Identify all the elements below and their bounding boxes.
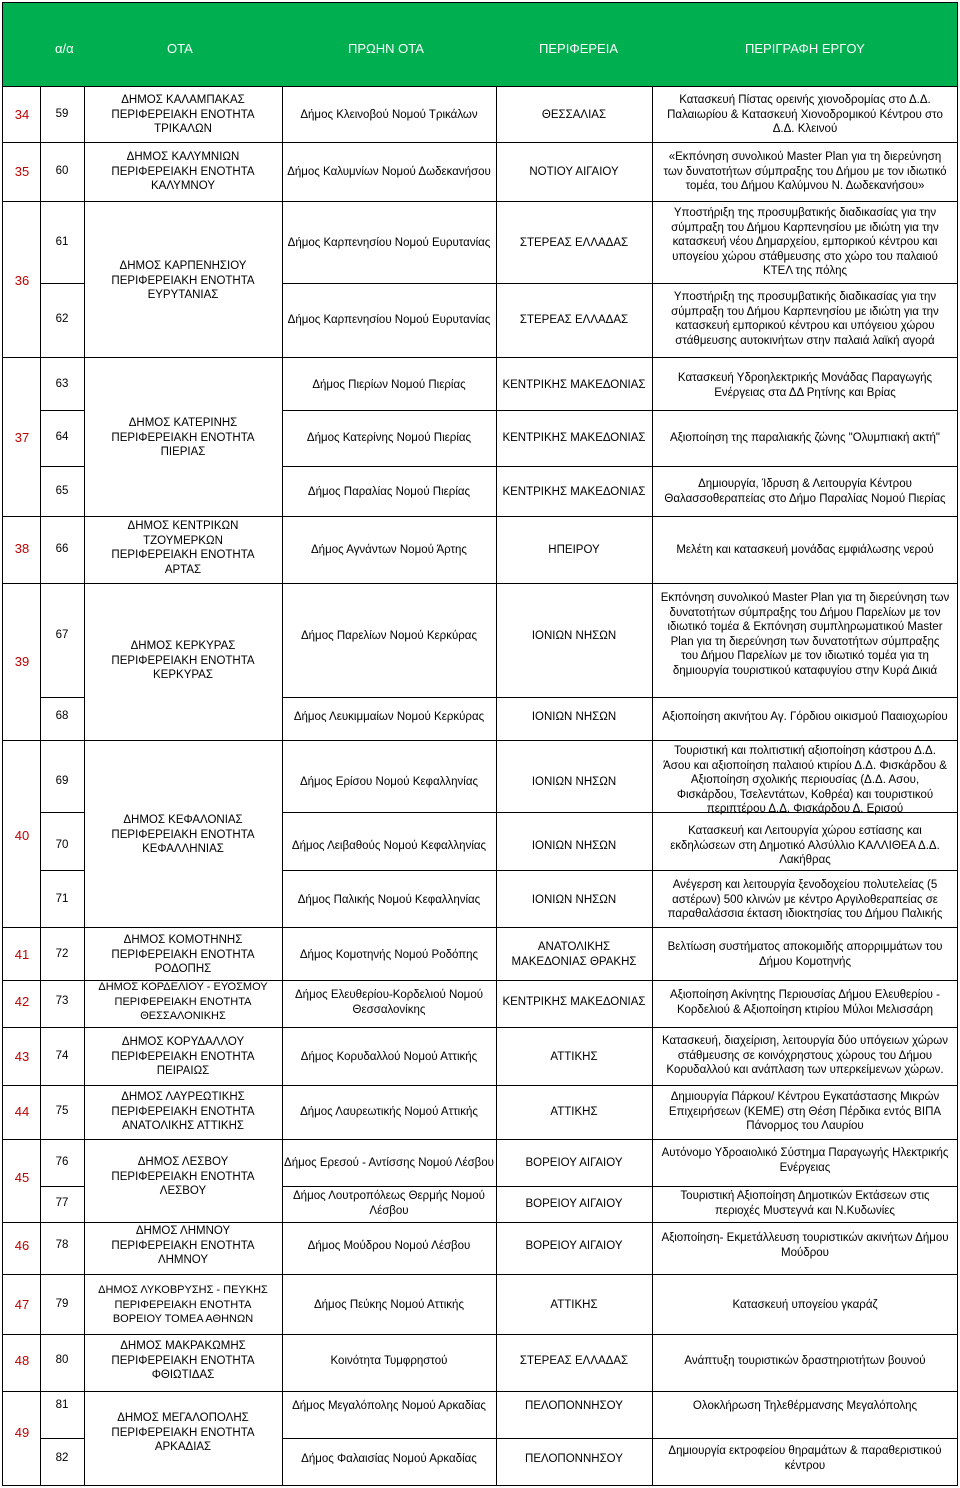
- project-description: Αυτόνομο Υδροαιολικό Σύστημα Παραγωγής Ηλεκτρικής Ενέργειας: [661, 1147, 949, 1174]
- region: ΑΤΤΙΚΗΣ: [550, 1051, 598, 1063]
- project-description: Υποστήριξη της προσυμβατικής διαδικασίας για την σύμπραξη του Δήμου Καρπενησίου με ιδιώτη για την κατασκευή εμπορικού κέντρου και υπόγειου χώρου στάθμευσης αυτοκινήτων στην παλαιά λαϊκή αγορά: [671, 291, 939, 347]
- project-description: Δημιουργία, Ίδρυση & Λειτουργία Κέντρου Θαλασσοθεραπείας στο Δήμο Παραλίας Νομού Πιερίας: [664, 478, 946, 505]
- project-code: 77: [55, 1197, 69, 1209]
- ota-name: ΔΗΜΟΣ ΚΑΛΑΜΠΑΚΑΣ ΠΕΡΙΦΕΡΕΙΑΚΗ ΕΝΟΤΗΤΑ ΤΡΙΚΑΛΩΝ: [111, 94, 255, 135]
- project-description: Αξιοποίηση Ακίνητης Περιουσίας Δήμου Ελευθερίου - Κορδελιού & Αξιοποίηση κτιρίου Μύλοι Μελισσάρη: [670, 989, 940, 1016]
- project-code: 60: [55, 165, 69, 177]
- former-ota: Δήμος Ερεσού - Αντίσσης Νομού Λέσβου: [284, 1157, 494, 1169]
- former-ota: Δήμος Λειβαθούς Νομού Κεφαλληνίας: [291, 840, 487, 852]
- ota-name: ΔΗΜΟΣ ΛΕΣΒΟΥ ΠΕΡΙΦΕΡΕΙΑΚΗ ΕΝΟΤΗΤΑ ΛΕΣΒΟΥ: [111, 1156, 255, 1197]
- project-description: Αξιοποίηση της παραλιακής ζώνης "Ολυμπιακή ακτή": [669, 432, 940, 444]
- row-number: 47: [14, 1297, 30, 1312]
- former-ota: Δήμος Πιερίων Νομού Πιερίας: [312, 379, 466, 391]
- row-number: 48: [14, 1353, 30, 1368]
- header-perigrafi: ΠΕΡΙΓΡΑΦΗ ΕΡΓΟΥ: [745, 41, 865, 56]
- row-divider: [2, 142, 958, 143]
- row-number: 45: [14, 1170, 30, 1185]
- project-description: Κατασκευή, διαχείριση, λειτουργία δύο υπόγειων χώρων στάθμευσης σε κοινόχρηστους χώρους του Δήμου Κορυδαλλού και ανάπλαση των υπερκείμενων χώρων.: [662, 1035, 948, 1076]
- ota-name: ΔΗΜΟΣ ΚΟΡΔΕΛΙΟΥ - ΕΥΟΣΜΟΥ ΠΕΡΙΦΕΡΕΙΑΚΗ ΕΝΟΤΗΤΑ ΘΕΣΣΑΛΟΝΙΚΗΣ: [98, 981, 268, 1022]
- former-ota: Δήμος Κατερίνης Νομού Πιερίας: [306, 432, 472, 444]
- row-divider: [40, 697, 84, 698]
- row-number: 37: [14, 430, 30, 445]
- former-ota: Δήμος Αγνάντων Νομού Άρτης: [311, 544, 467, 556]
- row-divider: [2, 1027, 958, 1028]
- former-ota: Δήμος Ερίσου Νομού Κεφαλληνίας: [299, 776, 479, 788]
- project-description: Τουριστική Αξιοποίηση Δημοτικών Εκτάσεων στις περιοχές Μυστεγνά και Ν.Κυδωνίες: [680, 1190, 930, 1217]
- project-description: Δημιουργία εκτροφείου θηραμάτων & παραθεριστικού κέντρου: [668, 1445, 942, 1472]
- former-ota: Δήμος Ελευθερίου-Κορδελιού Νομού Θεσσαλονίκης: [295, 989, 483, 1016]
- region: ΒΟΡΕΙΟΥ ΑΙΓΑΙΟΥ: [525, 1157, 623, 1169]
- row-number: 36: [14, 273, 30, 288]
- row-number: 39: [14, 654, 30, 669]
- project-code: 74: [55, 1050, 69, 1062]
- former-ota: Δήμος Μεγαλόπολης Νομού Αρκαδίας: [292, 1400, 486, 1412]
- project-code: 79: [55, 1298, 69, 1310]
- table-header: [2, 2, 958, 87]
- row-number: 40: [14, 828, 30, 843]
- row-divider: [40, 283, 84, 284]
- project-description: «Εκπόνηση συνολικού Master Plan για τη διερεύνηση των δυνατοτήτων σύμπραξης του Δήμου με τον ιδιωτικό τομέα, του Δήμου Καλύμνου Ν. Δωδεκανήσου»: [663, 151, 947, 192]
- project-description: Ανάπτυξη τουριστικών δραστηριοτήτων βουνού: [684, 1355, 926, 1367]
- former-ota: Δήμος Μούδρου Νομού Λέσβου: [307, 1240, 471, 1252]
- ota-name: ΔΗΜΟΣ ΚΕΝΤΡΙΚΩΝ ΤΖΟΥΜΕΡΚΩΝ ΠΕΡΙΦΕΡΕΙΑΚΗ ΕΝΟΤΗΤΑ ΑΡΤΑΣ: [111, 520, 255, 576]
- row-number: 46: [14, 1238, 30, 1253]
- project-description: Μελέτη και κατασκευή μονάδας εμφιάλωσης νερού: [676, 544, 934, 556]
- project-description: Κατασκευή και Λειτουργία χώρου εστίασης και εκδηλώσεων στη Δημοτικό Αλσύλλιο ΚΑΛΛΙΘΕΑ Δ.Δ. Λακήθρας: [670, 825, 940, 866]
- project-code: 64: [55, 431, 69, 443]
- region: ΣΤΕΡΕΑΣ ΕΛΛΑΔΑΣ: [519, 314, 629, 326]
- row-number: 38: [14, 541, 30, 556]
- project-description: Κατασκευή Πίστας ορεινής χιονοδρομίας στο Δ.Δ. Παλαιωρίου & Κατασκευή Χιονοδρομικού Κέντρου στο Δ.Δ. Κλεινού: [667, 94, 943, 135]
- region: ΙΟΝΙΩΝ ΝΗΣΩΝ: [531, 776, 617, 788]
- former-ota: Δήμος Κορυδαλλού Νομού Αττικής: [300, 1051, 478, 1063]
- row-number: 49: [14, 1425, 30, 1440]
- row-divider: [282, 1186, 958, 1187]
- project-code: 78: [55, 1239, 69, 1251]
- former-ota: Δήμος Καρπενησίου Νομού Ευρυτανίας: [287, 314, 491, 326]
- row-divider: [2, 1391, 958, 1392]
- row-divider: [40, 1186, 84, 1187]
- project-description: Αξιοποίηση ακινήτου Αγ. Γόρδιου οικισμού Πααιοχωρίου: [662, 711, 948, 723]
- project-code: 75: [55, 1105, 69, 1117]
- region: ΣΤΕΡΕΑΣ ΕΛΛΑΔΑΣ: [519, 237, 629, 249]
- row-number: 35: [14, 164, 30, 179]
- region: ΗΠΕΙΡΟΥ: [548, 544, 600, 556]
- header-ota: ΟΤΑ: [167, 41, 193, 56]
- region: ΙΟΝΙΩΝ ΝΗΣΩΝ: [531, 711, 617, 723]
- former-ota: Δήμος Παραλίας Νομού Πιερίας: [307, 486, 471, 498]
- row-divider: [282, 466, 958, 467]
- former-ota: Δήμος Παρελίων Νομού Κερκύρας: [300, 630, 477, 642]
- project-description: Βελτίωση συστήματος αποκομιδής απορριμμάτων του Δήμου Κομοτηνής: [667, 941, 943, 968]
- ota-name: ΔΗΜΟΣ ΚΟΡΥΔΑΛΛΟΥ ΠΕΡΙΦΕΡΕΙΑΚΗ ΕΝΟΤΗΤΑ ΠΕΙΡΑΙΩΣ: [111, 1036, 255, 1077]
- row-number: 41: [14, 947, 30, 962]
- header-perifereia: ΠΕΡΙΦΕΡΕΙΑ: [539, 41, 619, 56]
- header-proin-ota: ΠΡΩΗΝ ΟΤΑ: [348, 41, 424, 56]
- project-description: Ανέγερση και λειτουργία ξενοδοχείου πολυτελείας (5 αστέρων) 500 κλινών με κέντρο Αργιλοθεραπείας σε παραθαλάσσια έκταση ιδιοκτησίας του Δήμου Παλικής: [667, 879, 943, 920]
- ota-name: ΔΗΜΟΣ ΚΑΡΠΕΝΗΣΙΟΥ ΠΕΡΙΦΕΡΕΙΑΚΗ ΕΝΟΤΗΤΑ ΕΥΡΥΤΑΝΙΑΣ: [111, 260, 255, 301]
- row-number: 44: [14, 1104, 30, 1119]
- project-description: Κατασκευή Υδροηλεκτρικής Μονάδας Παραγωγής Ενέργειας στα ΔΔ Ρητίνης και Βρίας: [677, 372, 933, 399]
- project-code: 69: [55, 775, 69, 787]
- row-divider: [2, 516, 958, 517]
- project-code: 67: [55, 629, 69, 641]
- region: ΙΟΝΙΩΝ ΝΗΣΩΝ: [531, 894, 617, 906]
- project-code: 62: [55, 313, 69, 325]
- row-divider: [282, 283, 958, 284]
- row-number: 43: [14, 1049, 30, 1064]
- project-code: 61: [55, 236, 69, 248]
- region: ΣΤΕΡΕΑΣ ΕΛΛΑΔΑΣ: [519, 1355, 629, 1367]
- project-code: 73: [55, 995, 69, 1007]
- row-divider: [40, 466, 84, 467]
- region: ΙΟΝΙΩΝ ΝΗΣΩΝ: [531, 630, 617, 642]
- ota-name: ΔΗΜΟΣ ΚΑΛΥΜΝΙΩΝ ΠΕΡΙΦΕΡΕΙΑΚΗ ΕΝΟΤΗΤΑ ΚΑΛΥΜΝΟΥ: [111, 151, 255, 192]
- project-description: Δημιουργία Πάρκου/ Κέντρου Εγκατάστασης Μικρών Επιχειρήσεων (ΚΕΜΕ) στη Θέση Πέρδικα εντός ΒΙΠΑ Πάνορμος του Λαυρίου: [668, 1091, 942, 1132]
- row-divider: [40, 812, 84, 813]
- region: ΙΟΝΙΩΝ ΝΗΣΩΝ: [531, 840, 617, 852]
- project-code: 81: [55, 1399, 69, 1411]
- row-divider: [2, 927, 958, 928]
- row-divider: [2, 740, 958, 741]
- project-code: 66: [55, 543, 69, 555]
- row-divider: [2, 1139, 958, 1140]
- project-code: 71: [55, 893, 69, 905]
- region: ΝΟΤΙΟΥ ΑΙΓΑΙΟΥ: [529, 166, 619, 178]
- former-ota: Δήμος Πεύκης Νομού Αττικής: [313, 1299, 464, 1311]
- ota-name: ΔΗΜΟΣ ΜΕΓΑΛΟΠΟΛΗΣ ΠΕΡΙΦΕΡΕΙΑΚΗ ΕΝΟΤΗΤΑ ΑΡΚΑΔΙΑΣ: [111, 1412, 255, 1453]
- row-divider: [40, 410, 84, 411]
- former-ota: Δήμος Παλικής Νομού Κεφαλληνίας: [297, 894, 481, 906]
- region: ΚΕΝΤΡΙΚΗΣ ΜΑΚΕΔΟΝΙΑΣ: [502, 432, 646, 444]
- project-description: Υποστήριξη της προσυμβατικής διαδικασίας για την σύμπραξη του Δήμου Καρπενησίου με ιδιώτη για την κατασκευή νέου Δημαρχείου, εμπορικού κέντρου και υπογείου χώρου στάθμευσης στο χώρο του παλαιού ΚΤΕΛ της πόλης: [671, 207, 939, 277]
- region: ΠΕΛΟΠΟΝΝΗΣΟΥ: [525, 1453, 623, 1465]
- ota-name: ΔΗΜΟΣ ΜΑΚΡΑΚΩΜΗΣ ΠΕΡΙΦΕΡΕΙΑΚΗ ΕΝΟΤΗΤΑ ΦΘΙΩΤΙΔΑΣ: [111, 1340, 255, 1381]
- row-divider: [2, 1222, 958, 1223]
- former-ota: Δήμος Κλεινοβού Νομού Τρικάλων: [300, 109, 478, 121]
- row-divider: [282, 1438, 958, 1439]
- project-code: 72: [55, 948, 69, 960]
- row-divider: [40, 1438, 84, 1439]
- former-ota: Δήμος Καρπενησίου Νομού Ευρυτανίας: [287, 237, 491, 249]
- ota-name: ΔΗΜΟΣ ΛΑΥΡΕΩΤΙΚΗΣ ΠΕΡΙΦΕΡΕΙΑΚΗ ΕΝΟΤΗΤΑ ΑΝΑΤΟΛΙΚΗΣ ΑΤΤΙΚΗΣ: [111, 1091, 255, 1132]
- row-divider: [2, 583, 958, 584]
- project-code: 82: [55, 1452, 69, 1464]
- ota-name: ΔΗΜΟΣ ΛΗΜΝΟΥ ΠΕΡΙΦΕΡΕΙΑΚΗ ΕΝΟΤΗΤΑ ΛΗΜΝΟΥ: [111, 1225, 255, 1266]
- project-description: Αξιοποίηση- Εκμετάλλευση τουριστικών ακινήτων Δήμου Μούδρου: [661, 1232, 949, 1259]
- project-description: Τουριστική και πολιτιστική αξιοποίηση κάστρου Δ.Δ. Άσου και αξιοποίηση παλαιού κτιρίου Δ.Δ. Φισκάρδου & Αξιοποίηση σχολικής περιουσίας (Δ.Δ. Ασου, Φισκάρδου, Τσελεντάτων, Κοθρέα) και τουριστικού περιπτέρου Δ.Δ. Φισκάρδου Δ. Ερισού: [663, 745, 947, 815]
- row-number: 34: [14, 107, 30, 122]
- row-divider: [40, 870, 84, 871]
- row-divider: [2, 357, 958, 358]
- former-ota: Δήμος Φαλαισίας Νομού Αρκαδίας: [301, 1453, 477, 1465]
- project-code: 59: [55, 108, 69, 120]
- row-number: 42: [14, 994, 30, 1009]
- project-description: Κατασκευή υπογείου γκαράζ: [732, 1299, 878, 1311]
- region: ΑΤΤΙΚΗΣ: [550, 1299, 598, 1311]
- project-code: 63: [55, 378, 69, 390]
- row-divider: [2, 1274, 958, 1275]
- region: ΚΕΝΤΡΙΚΗΣ ΜΑΚΕΔΟΝΙΑΣ: [502, 486, 646, 498]
- project-code: 70: [55, 839, 69, 851]
- region: ΑΤΤΙΚΗΣ: [550, 1106, 598, 1118]
- row-divider: [282, 697, 958, 698]
- header-aa: α/α: [55, 41, 74, 56]
- row-divider: [282, 870, 958, 871]
- region: ΑΝΑΤΟΛΙΚΗΣ ΜΑΚΕΔΟΝΙΑΣ ΘΡΑΚΗΣ: [511, 941, 637, 968]
- former-ota: Δήμος Λευκιμμαίων Νομού Κερκύρας: [293, 711, 485, 723]
- region: ΠΕΛΟΠΟΝΝΗΣΟΥ: [525, 1400, 623, 1412]
- former-ota: Δήμος Λαυρεωτικής Νομού Αττικής: [300, 1106, 478, 1118]
- region: ΚΕΝΤΡΙΚΗΣ ΜΑΚΕΔΟΝΙΑΣ: [502, 996, 646, 1008]
- former-ota: Δήμος Λουτροπόλεως Θερμής Νομού Λέσβου: [293, 1190, 485, 1217]
- project-description: Εκπόνηση συνολικού Master Plan για τη διερεύνηση των δυνατοτήτων σύμπραξης του Δήμου Παρελίων με τον ιδιωτικό τομέα & Εκπόνηση συμπληρωματικού Master Plan για τη διερεύνηση των δυνατοτήτων σύμπραξης του Δήμου Παρελίων με τον ιδιωτικό τομέα για τη δημιουργία τουριστικού καταφυγίου στην Κυρά Δικιά: [660, 592, 950, 677]
- project-description: Ολοκλήρωση Τηλεθέρμανσης Μεγαλόπολης: [692, 1400, 918, 1412]
- project-code: 80: [55, 1354, 69, 1366]
- row-divider: [2, 201, 958, 202]
- region: ΚΕΝΤΡΙΚΗΣ ΜΑΚΕΔΟΝΙΑΣ: [502, 379, 646, 391]
- row-divider: [2, 1085, 958, 1086]
- ota-name: ΔΗΜΟΣ ΚΑΤΕΡΙΝΗΣ ΠΕΡΙΦΕΡΕΙΑΚΗ ΕΝΟΤΗΤΑ ΠΙΕΡΙΑΣ: [111, 417, 255, 458]
- former-ota: Δήμος Καλυμνίων Νομού Δωδεκανήσου: [287, 166, 491, 178]
- ota-name: ΔΗΜΟΣ ΚΕΦΑΛΟΝΙΑΣ ΠΕΡΙΦΕΡΕΙΑΚΗ ΕΝΟΤΗΤΑ ΚΕΦΑΛΛΗΝΙΑΣ: [111, 814, 255, 855]
- row-divider: [2, 1334, 958, 1335]
- region: ΒΟΡΕΙΟΥ ΑΙΓΑΙΟΥ: [525, 1198, 623, 1210]
- ota-name: ΔΗΜΟΣ ΚΟΜΟΤΗΝΗΣ ΠΕΡΙΦΕΡΕΙΑΚΗ ΕΝΟΤΗΤΑ ΡΟΔΟΠΗΣ: [111, 934, 255, 975]
- ota-name: ΔΗΜΟΣ ΚΕΡΚΥΡΑΣ ΠΕΡΙΦΕΡΕΙΑΚΗ ΕΝΟΤΗΤΑ ΚΕΡΚΥΡΑΣ: [111, 640, 255, 681]
- region: ΒΟΡΕΙΟΥ ΑΙΓΑΙΟΥ: [525, 1240, 623, 1252]
- former-ota: Δήμος Κομοτηνής Νομού Ροδόπης: [299, 949, 479, 961]
- ota-name: ΔΗΜΟΣ ΛΥΚΟΒΡΥΣΗΣ - ΠΕΥΚΗΣ ΠΕΡΙΦΕΡΕΙΑΚΗ ΕΝΟΤΗΤΑ ΒΟΡΕΙΟΥ ΤΟΜΕΑ ΑΘΗΝΩΝ: [98, 1284, 268, 1325]
- project-code: 76: [55, 1156, 69, 1168]
- project-code: 65: [55, 485, 69, 497]
- former-ota: Κοινότητα Τυμφρηστού: [330, 1355, 448, 1367]
- project-code: 68: [55, 710, 69, 722]
- region: ΘΕΣΣΑΛΙΑΣ: [541, 109, 607, 121]
- row-divider: [282, 410, 958, 411]
